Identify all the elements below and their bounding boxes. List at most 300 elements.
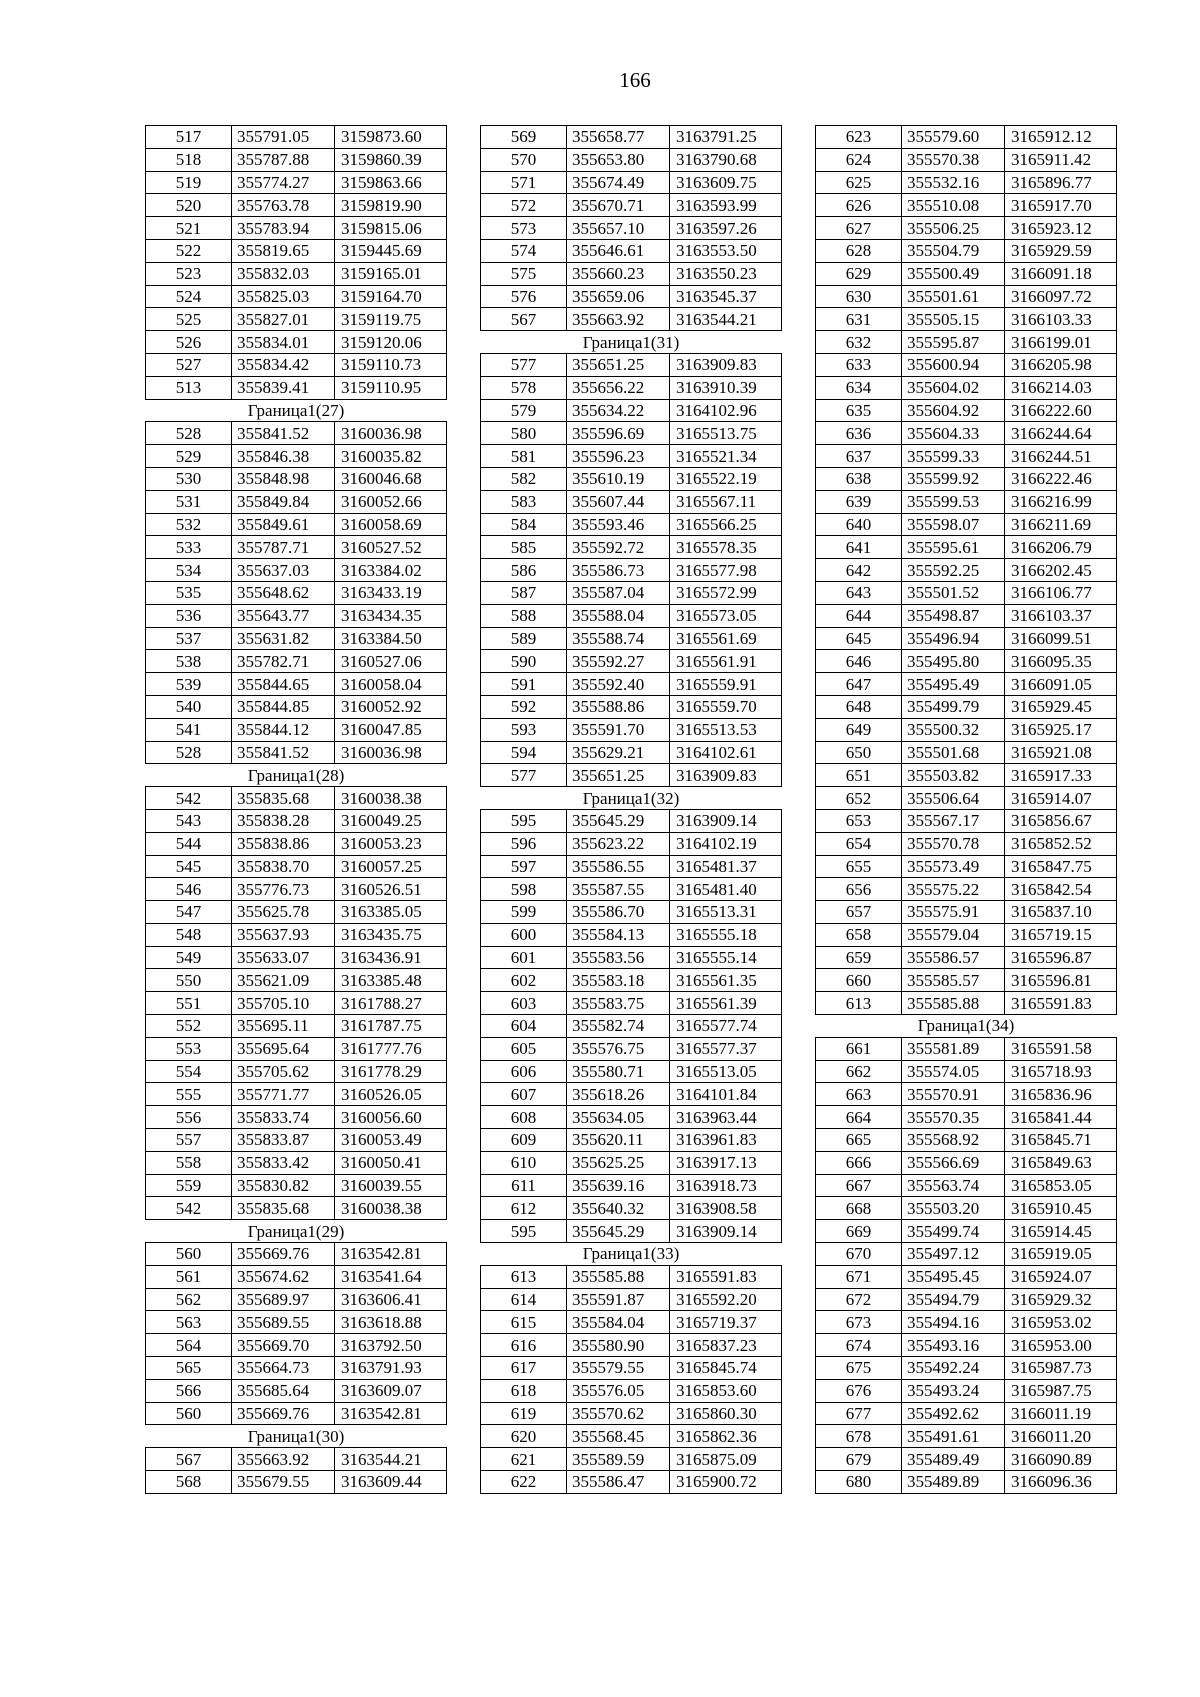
x-coordinate-cell: 355689.55	[232, 1311, 335, 1334]
x-coordinate-cell: 355658.77	[567, 126, 670, 149]
table-row	[481, 445, 782, 468]
x-coordinate-cell: 355660.23	[567, 262, 670, 285]
y-coordinate-cell: 3165572.99	[670, 581, 782, 604]
y-coordinate-cell: 3163544.21	[670, 308, 782, 331]
x-coordinate-cell: 355669.76	[232, 1243, 335, 1266]
point-number-cell: 575	[481, 262, 567, 285]
table-row	[481, 969, 782, 992]
point-number-cell: 525	[146, 308, 232, 331]
x-coordinate-cell: 355663.92	[567, 308, 670, 331]
table-row	[146, 627, 447, 650]
y-coordinate-cell: 3163909.14	[670, 809, 782, 832]
table-row	[481, 1060, 782, 1083]
y-coordinate-cell: 3160058.04	[335, 673, 447, 696]
table-row	[816, 308, 1117, 331]
point-number-cell: 607	[481, 1083, 567, 1106]
x-coordinate-cell: 355583.18	[567, 969, 670, 992]
y-coordinate-cell: 3165521.34	[670, 445, 782, 468]
y-coordinate-cell: 3166206.79	[1005, 536, 1117, 559]
point-number-cell: 591	[481, 673, 567, 696]
x-coordinate-cell: 355591.70	[567, 718, 670, 741]
point-number-cell: 636	[816, 422, 902, 445]
x-coordinate-cell: 355599.53	[902, 490, 1005, 513]
x-coordinate-cell: 355841.52	[232, 422, 335, 445]
x-coordinate-cell: 355504.79	[902, 239, 1005, 262]
point-number-cell: 679	[816, 1448, 902, 1471]
x-coordinate-cell: 355499.74	[902, 1220, 1005, 1243]
x-coordinate-cell: 355489.89	[902, 1471, 1005, 1494]
table-row	[146, 1334, 447, 1357]
point-number-cell: 577	[481, 764, 567, 787]
point-number-cell: 567	[481, 308, 567, 331]
y-coordinate-cell: 3165481.40	[670, 878, 782, 901]
point-number-cell: 604	[481, 1015, 567, 1038]
table-row	[816, 536, 1117, 559]
x-coordinate-cell: 355598.07	[902, 513, 1005, 536]
table-row	[816, 285, 1117, 308]
y-coordinate-cell: 3160047.85	[335, 718, 447, 741]
point-number-cell: 616	[481, 1334, 567, 1357]
point-number-cell: 649	[816, 718, 902, 741]
point-number-cell: 521	[146, 217, 232, 240]
table-row	[481, 650, 782, 673]
table-row	[146, 1357, 447, 1380]
y-coordinate-cell: 3165561.69	[670, 627, 782, 650]
x-coordinate-cell: 355495.45	[902, 1265, 1005, 1288]
x-coordinate-cell: 355844.85	[232, 695, 335, 718]
table-row	[816, 992, 1117, 1015]
boundary-header-row	[816, 1015, 1117, 1038]
table-row	[146, 1197, 447, 1220]
table-row	[146, 581, 447, 604]
x-coordinate-cell: 355834.01	[232, 331, 335, 354]
y-coordinate-cell: 3166244.64	[1005, 422, 1117, 445]
y-coordinate-cell: 3160526.05	[335, 1083, 447, 1106]
point-number-cell: 555	[146, 1083, 232, 1106]
table-row	[816, 627, 1117, 650]
y-coordinate-cell: 3163545.37	[670, 285, 782, 308]
table-row	[481, 946, 782, 969]
table-row	[816, 1106, 1117, 1129]
table-row	[481, 513, 782, 536]
x-coordinate-cell: 355841.52	[232, 741, 335, 764]
y-coordinate-cell: 3164102.96	[670, 399, 782, 422]
point-number-cell: 549	[146, 946, 232, 969]
boundary-header-row	[146, 1425, 447, 1448]
x-coordinate-cell: 355830.82	[232, 1174, 335, 1197]
table-row	[146, 650, 447, 673]
boundary-label: Граница1(27)	[146, 399, 447, 422]
point-number-cell: 668	[816, 1197, 902, 1220]
x-coordinate-cell: 355623.22	[567, 832, 670, 855]
x-coordinate-cell: 355621.09	[232, 969, 335, 992]
point-number-cell: 628	[816, 239, 902, 262]
x-coordinate-cell: 355570.78	[902, 832, 1005, 855]
x-coordinate-cell: 355498.87	[902, 604, 1005, 627]
x-coordinate-cell: 355584.04	[567, 1311, 670, 1334]
point-number-cell: 541	[146, 718, 232, 741]
point-number-cell: 629	[816, 262, 902, 285]
x-coordinate-cell: 355592.72	[567, 536, 670, 559]
table-row	[481, 399, 782, 422]
x-coordinate-cell: 355575.91	[902, 901, 1005, 924]
table-row	[481, 878, 782, 901]
point-number-cell: 624	[816, 148, 902, 171]
x-coordinate-cell: 355588.04	[567, 604, 670, 627]
x-coordinate-cell: 355503.82	[902, 764, 1005, 787]
x-coordinate-cell: 355763.78	[232, 194, 335, 217]
y-coordinate-cell: 3163909.83	[670, 353, 782, 376]
point-number-cell: 640	[816, 513, 902, 536]
point-number-cell: 529	[146, 445, 232, 468]
y-coordinate-cell: 3165925.17	[1005, 718, 1117, 741]
table-row	[816, 901, 1117, 924]
table-row	[146, 1243, 447, 1266]
point-number-cell: 666	[816, 1151, 902, 1174]
table-row	[146, 604, 447, 627]
x-coordinate-cell: 355599.92	[902, 467, 1005, 490]
table-row	[146, 126, 447, 149]
point-number-cell: 603	[481, 992, 567, 1015]
x-coordinate-cell: 355783.94	[232, 217, 335, 240]
x-coordinate-cell: 355501.61	[902, 285, 1005, 308]
x-coordinate-cell: 355833.87	[232, 1129, 335, 1152]
x-coordinate-cell: 355585.57	[902, 969, 1005, 992]
x-coordinate-cell: 355659.06	[567, 285, 670, 308]
point-number-cell: 542	[146, 787, 232, 810]
y-coordinate-cell: 3164102.19	[670, 832, 782, 855]
y-coordinate-cell: 3165481.37	[670, 855, 782, 878]
y-coordinate-cell: 3163593.99	[670, 194, 782, 217]
x-coordinate-cell: 355568.92	[902, 1129, 1005, 1152]
y-coordinate-cell: 3166222.46	[1005, 467, 1117, 490]
point-number-cell: 574	[481, 239, 567, 262]
table-row	[146, 490, 447, 513]
x-coordinate-cell: 355689.97	[232, 1288, 335, 1311]
point-number-cell: 615	[481, 1311, 567, 1334]
point-number-cell: 623	[816, 126, 902, 149]
table-row	[146, 992, 447, 1015]
table-row	[146, 1402, 447, 1425]
point-number-cell: 518	[146, 148, 232, 171]
y-coordinate-cell: 3165911.42	[1005, 148, 1117, 171]
y-coordinate-cell: 3164101.84	[670, 1083, 782, 1106]
point-number-cell: 556	[146, 1106, 232, 1129]
y-coordinate-cell: 3165987.73	[1005, 1357, 1117, 1380]
y-coordinate-cell: 3165596.81	[1005, 969, 1117, 992]
point-number-cell: 627	[816, 217, 902, 240]
y-coordinate-cell: 3165567.11	[670, 490, 782, 513]
y-coordinate-cell: 3160038.38	[335, 1197, 447, 1220]
y-coordinate-cell: 3165929.59	[1005, 239, 1117, 262]
x-coordinate-cell: 355496.94	[902, 627, 1005, 650]
x-coordinate-cell: 355592.27	[567, 650, 670, 673]
point-number-cell: 659	[816, 946, 902, 969]
x-coordinate-cell: 355500.49	[902, 262, 1005, 285]
boundary-label: Граница1(29)	[146, 1220, 447, 1243]
table-row	[146, 422, 447, 445]
table-row	[146, 946, 447, 969]
x-coordinate-cell: 355849.84	[232, 490, 335, 513]
table-row	[481, 1174, 782, 1197]
table-row	[146, 1015, 447, 1038]
table-row	[816, 194, 1117, 217]
point-number-cell: 635	[816, 399, 902, 422]
table-row	[146, 809, 447, 832]
table-row	[816, 217, 1117, 240]
table-row	[816, 581, 1117, 604]
table-row	[481, 171, 782, 194]
table-row	[481, 1106, 782, 1129]
point-number-cell: 632	[816, 331, 902, 354]
y-coordinate-cell: 3165917.33	[1005, 764, 1117, 787]
x-coordinate-cell: 355674.62	[232, 1265, 335, 1288]
point-number-cell: 602	[481, 969, 567, 992]
table-row	[816, 878, 1117, 901]
point-number-cell: 593	[481, 718, 567, 741]
y-coordinate-cell: 3160056.60	[335, 1106, 447, 1129]
table-row	[146, 467, 447, 490]
table-row	[481, 559, 782, 582]
x-coordinate-cell: 355494.16	[902, 1311, 1005, 1334]
table-row	[146, 331, 447, 354]
x-coordinate-cell: 355653.80	[567, 148, 670, 171]
table-row	[146, 217, 447, 240]
y-coordinate-cell: 3165914.07	[1005, 787, 1117, 810]
point-number-cell: 547	[146, 901, 232, 924]
x-coordinate-cell: 355838.28	[232, 809, 335, 832]
y-coordinate-cell: 3165953.02	[1005, 1311, 1117, 1334]
x-coordinate-cell: 355588.86	[567, 695, 670, 718]
table-row	[146, 285, 447, 308]
y-coordinate-cell: 3161777.76	[335, 1037, 447, 1060]
table-row	[816, 1288, 1117, 1311]
table-row	[146, 308, 447, 331]
coordinate-table-3	[815, 125, 1117, 1494]
x-coordinate-cell: 355600.94	[902, 353, 1005, 376]
x-coordinate-cell: 355570.62	[567, 1402, 670, 1425]
y-coordinate-cell: 3159119.75	[335, 308, 447, 331]
x-coordinate-cell: 355771.77	[232, 1083, 335, 1106]
y-coordinate-cell: 3163963.44	[670, 1106, 782, 1129]
y-coordinate-cell: 3165923.12	[1005, 217, 1117, 240]
table-row	[816, 1311, 1117, 1334]
y-coordinate-cell: 3159110.73	[335, 353, 447, 376]
y-coordinate-cell: 3163434.35	[335, 604, 447, 627]
y-coordinate-cell: 3159165.01	[335, 262, 447, 285]
point-number-cell: 588	[481, 604, 567, 627]
boundary-header-row	[146, 1220, 447, 1243]
point-number-cell: 634	[816, 376, 902, 399]
table-row	[146, 171, 447, 194]
y-coordinate-cell: 3165577.74	[670, 1015, 782, 1038]
y-coordinate-cell: 3160527.52	[335, 536, 447, 559]
table-row	[816, 171, 1117, 194]
point-number-cell: 678	[816, 1425, 902, 1448]
table-row	[481, 673, 782, 696]
point-number-cell: 577	[481, 353, 567, 376]
x-coordinate-cell: 355838.86	[232, 832, 335, 855]
table-row	[816, 1402, 1117, 1425]
table-row	[481, 695, 782, 718]
point-number-cell: 661	[816, 1037, 902, 1060]
x-coordinate-cell: 355575.22	[902, 878, 1005, 901]
point-number-cell: 583	[481, 490, 567, 513]
y-coordinate-cell: 3165875.09	[670, 1448, 782, 1471]
x-coordinate-cell: 355844.65	[232, 673, 335, 696]
table-row	[816, 1037, 1117, 1060]
y-coordinate-cell: 3165591.58	[1005, 1037, 1117, 1060]
y-coordinate-cell: 3163618.88	[335, 1311, 447, 1334]
point-number-cell: 597	[481, 855, 567, 878]
point-number-cell: 633	[816, 353, 902, 376]
boundary-header-row	[146, 399, 447, 422]
x-coordinate-cell: 355580.71	[567, 1060, 670, 1083]
table-row	[816, 923, 1117, 946]
table-row	[481, 239, 782, 262]
table-row	[816, 422, 1117, 445]
table-row	[481, 581, 782, 604]
point-number-cell: 638	[816, 467, 902, 490]
x-coordinate-cell: 355640.32	[567, 1197, 670, 1220]
point-number-cell: 551	[146, 992, 232, 1015]
point-number-cell: 517	[146, 126, 232, 149]
y-coordinate-cell: 3165591.83	[1005, 992, 1117, 1015]
y-coordinate-cell: 3166096.36	[1005, 1471, 1117, 1494]
table-row	[481, 467, 782, 490]
y-coordinate-cell: 3166106.77	[1005, 581, 1117, 604]
table-row	[146, 832, 447, 855]
y-coordinate-cell: 3163909.83	[670, 764, 782, 787]
table-row	[481, 1129, 782, 1152]
table-row	[816, 262, 1117, 285]
y-coordinate-cell: 3165573.05	[670, 604, 782, 627]
x-coordinate-cell: 355791.05	[232, 126, 335, 149]
y-coordinate-cell: 3166214.03	[1005, 376, 1117, 399]
table-row	[816, 718, 1117, 741]
table-row	[816, 1129, 1117, 1152]
table-row	[816, 1425, 1117, 1448]
table-row	[481, 1471, 782, 1494]
table-row	[146, 1174, 447, 1197]
x-coordinate-cell: 355838.70	[232, 855, 335, 878]
point-number-cell: 606	[481, 1060, 567, 1083]
page-number: 166	[619, 68, 651, 92]
y-coordinate-cell: 3165845.74	[670, 1357, 782, 1380]
x-coordinate-cell: 355835.68	[232, 1197, 335, 1220]
table-row	[146, 787, 447, 810]
y-coordinate-cell: 3166099.51	[1005, 627, 1117, 650]
x-coordinate-cell: 355639.16	[567, 1174, 670, 1197]
table-row	[481, 1015, 782, 1038]
x-coordinate-cell: 355669.70	[232, 1334, 335, 1357]
table-row	[481, 1334, 782, 1357]
x-coordinate-cell: 355492.24	[902, 1357, 1005, 1380]
point-number-cell: 643	[816, 581, 902, 604]
point-number-cell: 573	[481, 217, 567, 240]
y-coordinate-cell: 3165566.25	[670, 513, 782, 536]
y-coordinate-cell: 3166244.51	[1005, 445, 1117, 468]
x-coordinate-cell: 355586.55	[567, 855, 670, 878]
y-coordinate-cell: 3165924.07	[1005, 1265, 1117, 1288]
boundary-header-row	[481, 331, 782, 354]
point-number-cell: 535	[146, 581, 232, 604]
x-coordinate-cell: 355592.40	[567, 673, 670, 696]
table-row	[481, 1151, 782, 1174]
point-number-cell: 614	[481, 1288, 567, 1311]
table-row	[481, 901, 782, 924]
y-coordinate-cell: 3163609.07	[335, 1379, 447, 1402]
point-number-cell: 622	[481, 1471, 567, 1494]
point-number-cell: 585	[481, 536, 567, 559]
table-row	[816, 1357, 1117, 1380]
x-coordinate-cell: 355585.88	[567, 1265, 670, 1288]
x-coordinate-cell: 355648.62	[232, 581, 335, 604]
table-row	[481, 308, 782, 331]
x-coordinate-cell: 355596.23	[567, 445, 670, 468]
y-coordinate-cell: 3159120.06	[335, 331, 447, 354]
x-coordinate-cell: 355586.57	[902, 946, 1005, 969]
point-number-cell: 582	[481, 467, 567, 490]
y-coordinate-cell: 3161778.29	[335, 1060, 447, 1083]
point-number-cell: 528	[146, 741, 232, 764]
y-coordinate-cell: 3159873.60	[335, 126, 447, 149]
x-coordinate-cell: 355576.75	[567, 1037, 670, 1060]
table-row	[816, 1243, 1117, 1266]
table-row	[481, 741, 782, 764]
point-number-cell: 571	[481, 171, 567, 194]
x-coordinate-cell: 355833.74	[232, 1106, 335, 1129]
point-number-cell: 553	[146, 1037, 232, 1060]
x-coordinate-cell: 355494.79	[902, 1288, 1005, 1311]
table-row	[816, 490, 1117, 513]
x-coordinate-cell: 355685.64	[232, 1379, 335, 1402]
table-row	[481, 764, 782, 787]
x-coordinate-cell: 355501.52	[902, 581, 1005, 604]
x-coordinate-cell: 355669.76	[232, 1402, 335, 1425]
x-coordinate-cell: 355633.07	[232, 946, 335, 969]
x-coordinate-cell: 355587.55	[567, 878, 670, 901]
point-number-cell: 560	[146, 1243, 232, 1266]
point-number-cell: 540	[146, 695, 232, 718]
table-row	[816, 559, 1117, 582]
y-coordinate-cell: 3165513.31	[670, 901, 782, 924]
table-row	[481, 536, 782, 559]
y-coordinate-cell: 3163435.75	[335, 923, 447, 946]
table-row	[816, 832, 1117, 855]
point-number-cell: 677	[816, 1402, 902, 1425]
x-coordinate-cell: 355834.42	[232, 353, 335, 376]
point-number-cell: 675	[816, 1357, 902, 1380]
x-coordinate-cell: 355586.73	[567, 559, 670, 582]
point-number-cell: 674	[816, 1334, 902, 1357]
table-row	[146, 1037, 447, 1060]
y-coordinate-cell: 3163918.73	[670, 1174, 782, 1197]
point-number-cell: 621	[481, 1448, 567, 1471]
table-row	[816, 399, 1117, 422]
y-coordinate-cell: 3163384.02	[335, 559, 447, 582]
y-coordinate-cell: 3165921.08	[1005, 741, 1117, 764]
y-coordinate-cell: 3163791.25	[670, 126, 782, 149]
x-coordinate-cell: 355568.45	[567, 1425, 670, 1448]
y-coordinate-cell: 3165561.91	[670, 650, 782, 673]
x-coordinate-cell: 355503.20	[902, 1197, 1005, 1220]
y-coordinate-cell: 3165914.45	[1005, 1220, 1117, 1243]
point-number-cell: 641	[816, 536, 902, 559]
point-number-cell: 612	[481, 1197, 567, 1220]
y-coordinate-cell: 3160052.66	[335, 490, 447, 513]
y-coordinate-cell: 3160039.55	[335, 1174, 447, 1197]
